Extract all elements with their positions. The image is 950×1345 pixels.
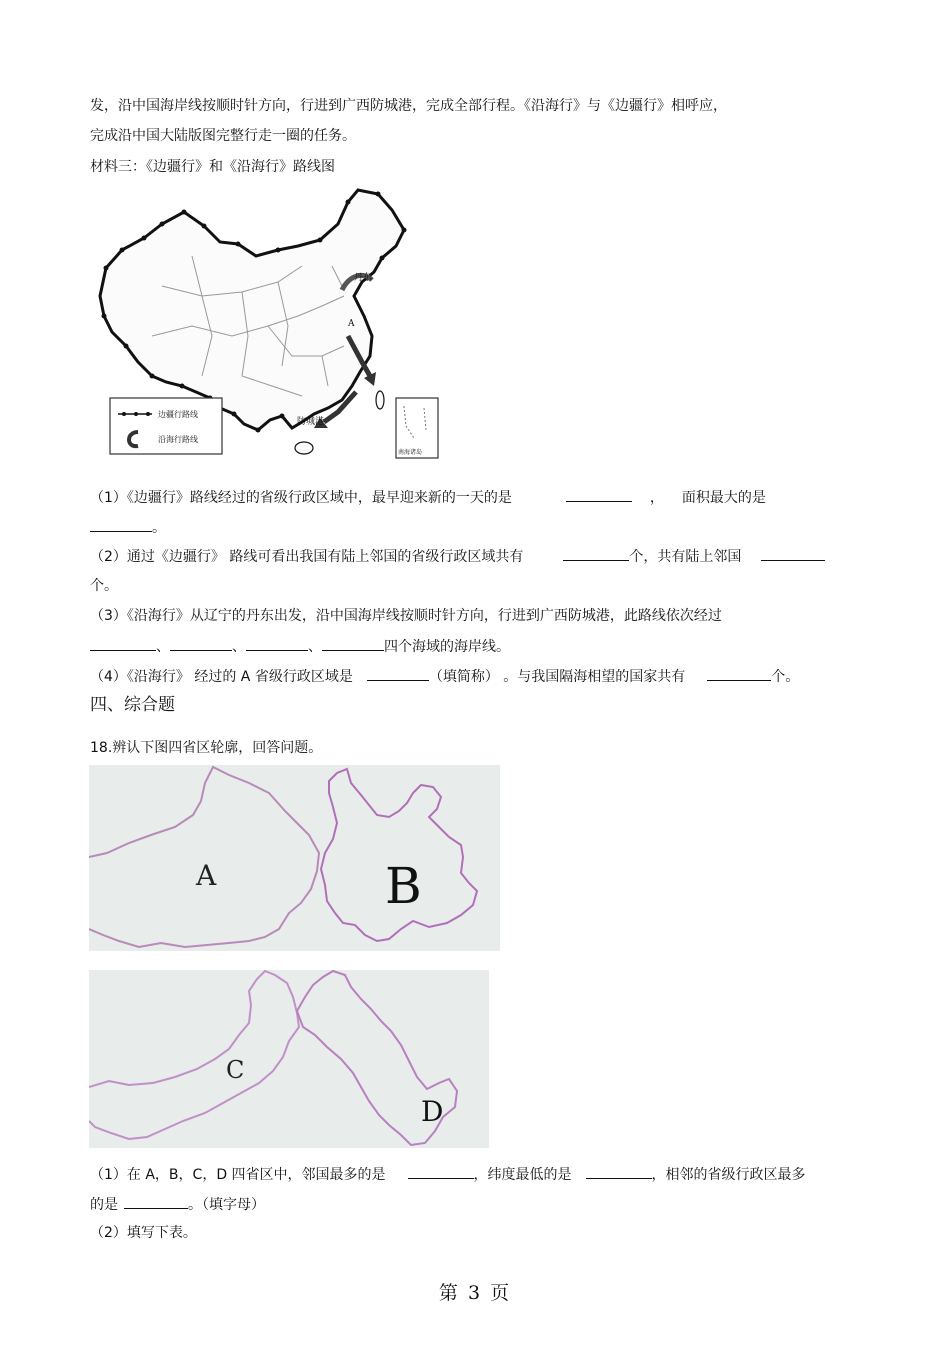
- q17-2-line1: [90, 546, 825, 567]
- sep: 、: [232, 639, 246, 655]
- province-b-outline: [321, 769, 477, 941]
- q18-1-line1: [90, 1164, 806, 1185]
- q17-3-blank-sea1[interactable]: [90, 636, 156, 651]
- q17-1-end: 。: [152, 520, 166, 536]
- q17-4-line: [90, 666, 799, 687]
- q17-3-line1: （3）《沿海行》从辽宁的丹东出发，沿中国海岸线按顺时针方向，行进到广西防城港，此路线依次经过: [90, 608, 722, 624]
- q18-1-mid1: ，纬度最低的是: [473, 1167, 572, 1183]
- sep: 、: [308, 639, 322, 655]
- material-title: 材料三：《边疆行》和《沿海行》路线图: [90, 159, 335, 175]
- q17-3-blank-sea4[interactable]: [322, 636, 384, 651]
- q18-1-end: 。（填字母）: [188, 1197, 265, 1213]
- intro-line-1: 发，沿中国海岸线按顺时针方向，行进到广西防城港，完成全部行程。《沿海行》与《边疆行》相呼应，: [90, 98, 727, 114]
- q17-2-text: （2）通过《边疆行》 路线可看出我国有陆上邻国的省级行政区域共有: [90, 549, 524, 565]
- q17-2-line2: 个。: [90, 578, 118, 594]
- province-outlines: [89, 765, 501, 1150]
- q17-4-text: （4）《沿海行》 经过的 A 省级行政区域是: [90, 669, 353, 685]
- province-c-outline: [89, 971, 299, 1139]
- q17-4-blank-countries[interactable]: [707, 666, 771, 681]
- china-route-map: [92, 186, 452, 461]
- q17-2-blank-neighbors[interactable]: [761, 546, 825, 561]
- q17-1-line1: [90, 487, 766, 508]
- q17-2-mid: 个，共有陆上邻国: [629, 549, 742, 565]
- q18-1-mid2: ，相邻的省级行政区最多: [651, 1167, 806, 1183]
- map-legend: [110, 398, 222, 454]
- q17-3-line2: [90, 636, 510, 657]
- province-c-label: C: [226, 1056, 245, 1084]
- inset-label: 南海诸岛: [398, 449, 423, 456]
- q18-1-blank-most-neighbors[interactable]: [408, 1164, 474, 1179]
- q17-1-comma: ，: [649, 490, 664, 506]
- q17-3-end: 四个海域的海岸线。: [384, 639, 510, 655]
- page-number: 第 3 页: [438, 1282, 512, 1304]
- sep: 、: [156, 639, 170, 655]
- q17-1-blank-largest[interactable]: [90, 517, 152, 532]
- q17-1-text: （1）《边疆行》路线经过的省级行政区域中，最早迎来新的一天的是: [90, 490, 512, 506]
- q17-1-blank-earliest[interactable]: [566, 487, 632, 502]
- intro-line-2: 完成沿中国大陆版图完整行走一圈的任务。: [90, 128, 356, 144]
- province-d-label: D: [421, 1095, 444, 1128]
- q17-4-mid: （填简称） 。与我国隔海相望的国家共有: [428, 669, 686, 685]
- q17-3-blank-sea2[interactable]: [170, 636, 232, 651]
- q17-4-end: 个。: [771, 669, 800, 685]
- q17-3-blank-sea3[interactable]: [246, 636, 308, 651]
- q18-1-text2: 的是: [90, 1197, 118, 1213]
- q17-1-line2: [90, 517, 166, 538]
- q18-1-blank-most-adjacent[interactable]: [124, 1194, 188, 1209]
- q17-1-text2: 面积最大的是: [681, 490, 766, 506]
- province-a-label: A: [196, 859, 217, 892]
- q18-stem: 18.辨认下图四省区轮廓，回答问题。: [90, 740, 323, 756]
- q17-2-blank-provinces[interactable]: [563, 546, 629, 561]
- legend-border-route: 边疆行路线: [158, 410, 198, 419]
- label-dandong: 丹东: [354, 273, 373, 283]
- q18-2: （2）填写下表。: [90, 1225, 197, 1241]
- legend-coast-route: 沿海行路线: [158, 435, 198, 444]
- section-heading: 四、综合题: [90, 695, 175, 715]
- label-province-a: A: [348, 319, 355, 329]
- q18-1-blank-lowest-latitude[interactable]: [586, 1164, 652, 1179]
- label-fangchenggang: 防城港: [297, 417, 325, 427]
- china-outline: [100, 190, 404, 430]
- province-a-outline: [89, 767, 319, 947]
- q18-1-line2: [90, 1194, 265, 1215]
- q18-1-text: （1）在 A，B，C，D 四省区中，邻国最多的是: [90, 1167, 386, 1183]
- province-b-label: B: [385, 857, 422, 915]
- q17-4-blank-abbrev[interactable]: [367, 666, 429, 681]
